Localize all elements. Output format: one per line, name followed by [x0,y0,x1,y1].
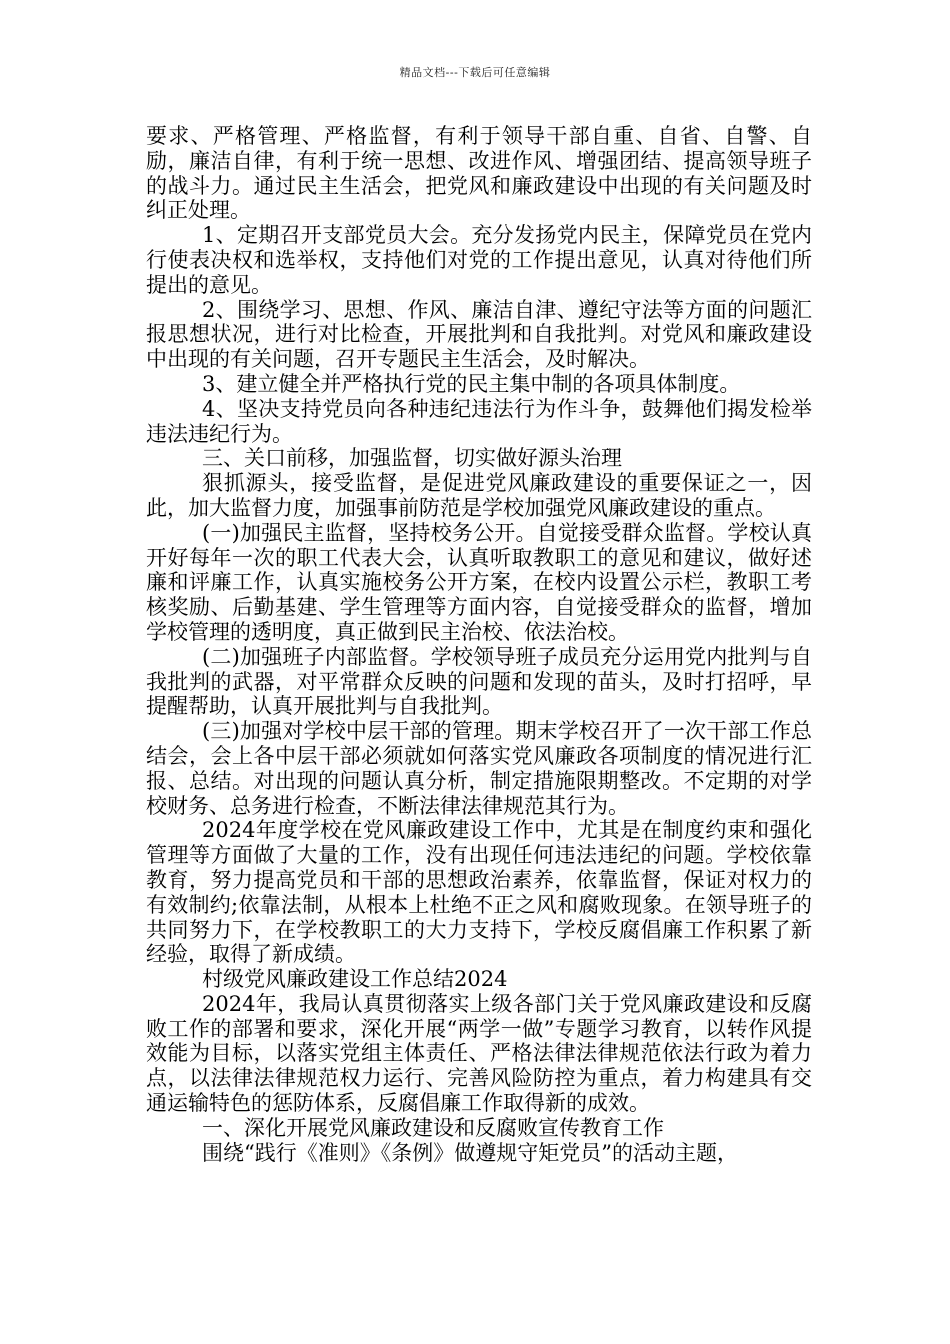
paragraph: 狠抓源头，接受监督，是促进党风廉政建设的重要保证之一，因此，加大监督力度，加强事前防范是学校加强党风廉政建设的重点。 [146,471,812,520]
paragraph: (一)加强民主监督，坚持校务公开。自觉接受群众监督。学校认真开好每年一次的职工代表大会，认真听取教职工的意见和建议，做好述廉和评廉工作，认真实施校务公开方案，在校内设置公示栏，教职工考核奖励、后勤基建、学生管理等方面内容，自觉接受群众的监督，增加学校管理的透明度，真正做到民主治校、依法治校。 [146,520,812,644]
paragraph: 围绕“践行《准则》《条例》做遵规守矩党员”的活动主题， [202,1140,738,1165]
section-heading: 三、关口前移，加强监督，切实做好源头治理 [202,446,622,471]
paragraph: 2024年度学校在党风廉政建设工作中，尤其是在制度约束和强化管理等方面做了大量的工作，没有出现任何违法违纪的问题。学校依靠教育，努力提高党员和干部的思想政治素养，依靠监督，保证对权力的有效制约;依靠法制，从根本上杜绝不正之风和腐败现象。在领导班子的共同努力下，在学校教职工的大力支持下，学校反腐倡廉工作积累了新经验，取得了新成绩。 [146,818,812,967]
paragraph: 4、坚决支持党员向各种违纪违法行为作斗争，鼓舞他们揭发检举违法违纪行为。 [146,396,812,446]
paragraph: 2、围绕学习、思想、作风、廉洁自津、遵纪守法等方面的问题汇报思想状况，进行对比检查，开展批判和自我批判。对党风和廉政建设中出现的有关问题，召开专题民主生活会，及时解决。 [146,297,812,372]
paragraph: 要求、严格管理、严格监督，有利于领导干部自重、自省、自警、自励，廉洁自律，有利于统一思想、改进作风、增强团结、提高领导班子的战斗力。通过民主生活会，把党风和廉政建设中出现的有关问题及时纠正处理。 [146,124,812,223]
page-header: 精品文档---下载后可任意编辑 [399,66,551,79]
paragraph: 2024年，我局认真贯彻落实上级各部门关于党风廉政建设和反腐败工作的部署和要求，深化开展“两学一做”专题学习教育，以转作风提效能为目标，以落实党组主体责任、严格法律法律规范依法行政为着力点，以法律法律规范权力运行、完善风险防控为重点，着力构建具有交通运输特色的惩防体系，反腐倡廉工作取得新的成效。 [146,991,812,1116]
paragraph: 1、定期召开支部党员大会。充分发扬党内民主，保障党员在党内行使表决权和选举权，支持他们对党的工作提出意见，认真对待他们所提出的意见。 [146,223,812,297]
document-title: 村级党风廉政建设工作总结2024 [202,967,508,992]
section-heading: 一、深化开展党风廉政建设和反腐败宣传教育工作 [202,1115,664,1140]
document-body [146,124,812,1165]
paragraph: 3、建立健全并严格执行党的民主集中制的各项具体制度。 [202,371,741,396]
paragraph: (二)加强班子内部监督。学校领导班子成员充分运用党内批判与自我批判的武器，对平常群众反映的问题和发现的苗头，及时打招呼，早提醒帮助，认真开展批判与自我批判。 [146,644,812,719]
paragraph: (三)加强对学校中层干部的管理。期末学校召开了一次干部工作总结会，会上各中层干部必须就如何落实党风廉政各项制度的情况进行汇报、总结。对出现的问题认真分析，制定措施限期整改。不定期的对学校财务、总务进行检查，不断法律法律规范其行为。 [146,719,812,818]
